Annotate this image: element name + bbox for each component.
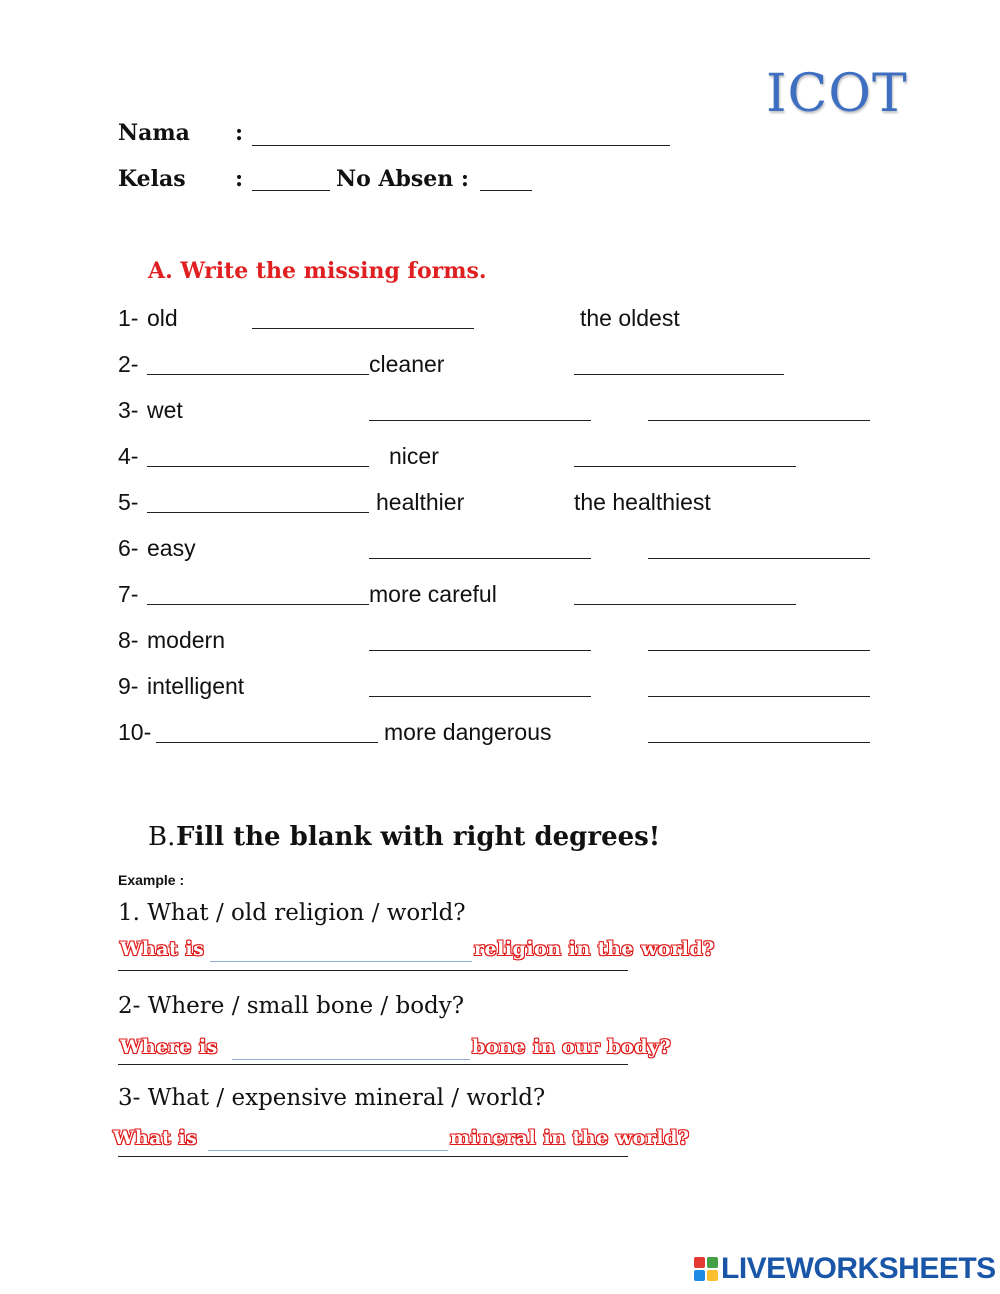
row-word-positive: old (147, 305, 178, 331)
row-number: 7- (118, 581, 139, 607)
row-number: 6- (118, 535, 139, 561)
answer-3-start: What is (113, 1127, 198, 1149)
row-word-comparative: more dangerous (384, 719, 552, 745)
row-word-superlative: the oldest (580, 305, 680, 331)
row-word-positive: intelligent (147, 673, 245, 699)
question-3: 3- What / expensive mineral / world? (118, 1085, 546, 1111)
section-b-number: B. (148, 822, 176, 852)
block-red (694, 1257, 705, 1268)
row-number: 3- (118, 397, 139, 423)
absen-label: No Absen : (336, 166, 470, 192)
blank-superlative[interactable] (574, 466, 796, 467)
nama-label: Nama (118, 120, 190, 146)
answer-1-end: religion in the world? (474, 938, 715, 960)
kelas-colon: : (235, 166, 244, 192)
answer-2-start: Where is (120, 1036, 218, 1058)
block-blue (694, 1270, 705, 1281)
liveworksheets-blocks-icon (694, 1257, 718, 1281)
blank-positive[interactable] (147, 512, 369, 513)
question-1: 1. What / old religion / world? (118, 900, 466, 926)
section-b-title: Fill the blank with right degrees! (176, 822, 661, 852)
absen-input-line[interactable] (480, 190, 532, 191)
blank-positive[interactable] (156, 742, 378, 743)
answer-2-end: bone in our body? (472, 1036, 672, 1058)
blank-positive[interactable] (147, 604, 369, 605)
blank-positive[interactable] (147, 466, 369, 467)
block-yellow (707, 1270, 718, 1281)
blank-comparative[interactable] (369, 650, 591, 651)
answer-3-blank[interactable] (208, 1150, 448, 1151)
blank-comparative[interactable] (369, 420, 591, 421)
answer-1-start: What is (120, 938, 205, 960)
kelas-label: Kelas (118, 166, 186, 192)
blank-superlative[interactable] (648, 420, 870, 421)
nama-colon: : (235, 120, 244, 146)
example-label: Example : (118, 872, 185, 888)
blank-comparative[interactable] (369, 696, 591, 697)
blank-comparative[interactable] (252, 328, 474, 329)
answer-1-blank[interactable] (210, 961, 472, 962)
answer-3-end: mineral in the world? (450, 1127, 690, 1149)
row-number: 8- (118, 627, 139, 653)
nama-input-line[interactable] (252, 145, 670, 146)
row-number: 2- (118, 351, 139, 377)
answer-1-line (118, 970, 628, 971)
blank-positive[interactable] (147, 374, 369, 375)
row-number: 4- (118, 443, 139, 469)
blank-superlative[interactable] (648, 558, 870, 559)
liveworksheets-brand: LIVEWORKSHEETS (721, 1252, 996, 1285)
row-number: 10- (118, 719, 152, 745)
answer-2-blank[interactable] (232, 1059, 470, 1060)
kelas-input-line[interactable] (252, 190, 330, 191)
row-word-positive: easy (147, 535, 196, 561)
row-number: 5- (118, 489, 139, 515)
row-number: 9- (118, 673, 139, 699)
liveworksheets-logo (694, 1252, 996, 1286)
icot-logo: ICOT (766, 64, 908, 124)
row-word-positive: modern (147, 627, 225, 653)
blank-superlative[interactable] (648, 742, 870, 743)
row-number: 1- (118, 305, 139, 331)
answer-3-line (118, 1156, 628, 1157)
question-2: 2- Where / small bone / body? (118, 993, 465, 1019)
blank-superlative[interactable] (648, 696, 870, 697)
block-green (707, 1257, 718, 1268)
blank-superlative[interactable] (574, 604, 796, 605)
blank-comparative[interactable] (369, 558, 591, 559)
row-word-positive: wet (147, 397, 183, 423)
row-word-comparative: more careful (369, 581, 497, 607)
row-word-comparative: nicer (389, 443, 439, 469)
answer-2-line (118, 1064, 628, 1065)
row-word-comparative: healthier (376, 489, 465, 515)
blank-superlative[interactable] (574, 374, 784, 375)
row-word-superlative: the healthiest (574, 489, 711, 515)
row-word-comparative: cleaner (369, 351, 445, 377)
blank-superlative[interactable] (648, 650, 870, 651)
section-a-title: A. Write the missing forms. (148, 258, 487, 284)
